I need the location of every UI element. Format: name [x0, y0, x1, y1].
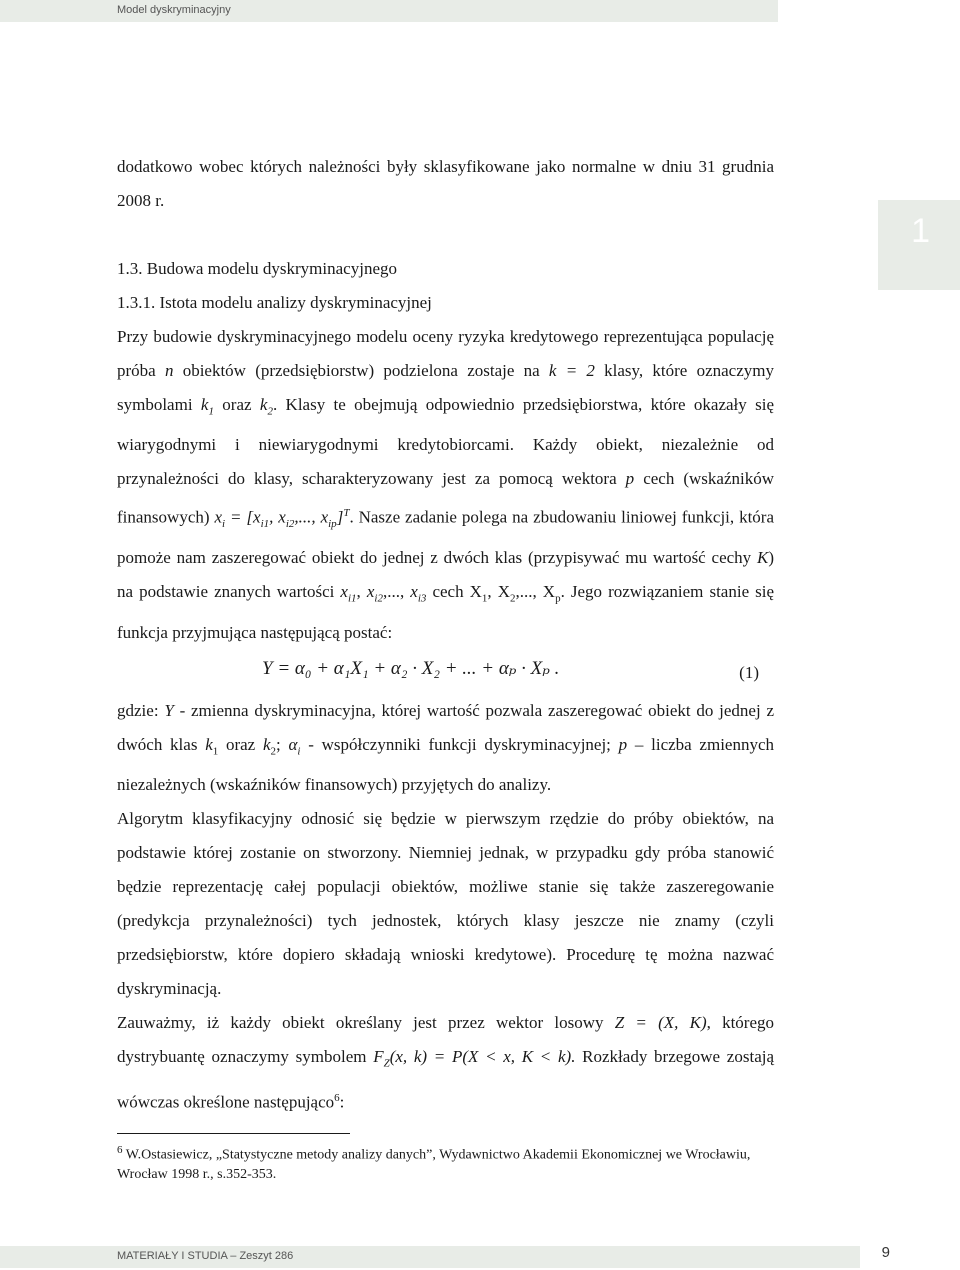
equation-number: (1) — [739, 662, 759, 682]
publication-title: MATERIAŁY I STUDIA – Zeszyt 286 — [117, 1250, 294, 1262]
equation-expression: Y = α₀ + α₁X₁ + α₂ · X₂ + ... + αₚ · Xₚ . — [262, 657, 560, 679]
paragraph-definitions: gdzie: Y - zmienna dyskryminacyjna, której wartość pozwala zaszeregować obiekt do jednej z dwóch klas $k_1$ oraz $k_2$; $\alpha_i$ - współczynniki funkcji dyskryminacyjnej; p – liczba zmiennych niezależnych (wskaźników finansowych) przyjętych do analizy. — [117, 700, 775, 795]
intro-paragraph: dodatkowo wobec których należności były sklasyfikowane jako normalne w dniu 31 grudnia 2008 r. — [117, 157, 774, 210]
paragraph-1: Przy budowie dyskryminacyjnego modelu oceny ryzyka kredytowego reprezentująca populację próba n obiektów (przedsiębiorstw) podzielona zostaje na k = 2 klasy, które oznaczymy symbolami $k_1$ oraz $k_2$. Klasy te obejmują odpowiednio przedsiębiorstwa, które okazały się wiarygodnymi i niewiarygodnymi kredytobiorcami. Każdy obiekt, niezależnie od przynależności do klasy, scharakteryzowany jest za pomocą wektora p cech (wskaźników finansowych) $x_i = [x_{i1}$, $x_{i2}$,..., $x_{ip}]^T$. Nasze zadanie polega na zbudowaniu liniowej funkcji, która pomoże nam zaszeregować obiekt do jednej z dwóch klas (przypisywać mu wartość cechy K) na podstawie znanych wartości $x_{i1}$, $x_{i2}$,..., $x_{i3}$ cech $X_1$, $X_2$,..., $X_p$. Jego rozwiązaniem stanie się funkcja przyjmująca następującą postać: — [117, 327, 775, 642]
paragraph-random-vector: Zauważmy, iż każdy obiekt określany jest przez wektor losowy Z = (X, K), którego dystrybuantę oznaczymy symbolem $F_Z(x$, k) = P(X < x, K < k). Rozkłady brzegowe zostają wówczas określone następująco$^6$: — [117, 1013, 775, 1112]
running-title: Model dyskryminacyjny — [117, 4, 231, 16]
chapter-number: 1 — [911, 212, 930, 250]
equation-1 — [117, 652, 774, 692]
footnote-marker: 6 — [117, 1144, 123, 1156]
section-heading: 1.3. Budowa modelu dyskryminacyjnego — [117, 259, 397, 278]
footnote-rule — [117, 1133, 350, 1134]
spacer — [117, 218, 774, 252]
footnote — [117, 1141, 777, 1184]
page-content — [117, 150, 774, 1119]
footnote-text: W.Ostasiewicz, „Statystyczne metody analizy danych”, Wydawnictwo Akademii Ekonomicznej we Wrocławiu, Wrocław 1998 r., s.352-353. — [117, 1147, 751, 1182]
page-number: 9 — [881, 1244, 890, 1261]
paragraph-algorithm: Algorytm klasyfikacyjny odnosić się będzie w pierwszym rzędzie do próby obiektów, na podstawie której zostanie on stworzony. Niemniej jednak, w przypadku gdy próba stanowić będzie reprezentację całej populacji obiektów, możliwe stanie się także zaszeregowanie (predykcja przynależności) tych jednostek, których klasy jeszcze nie znamy (czyli przedsiębiorstw, które dopiero składają wnioski kredytowe). Procedurę tę można nazwać dyskryminacją. — [117, 809, 774, 999]
subsection-heading: 1.3.1. Istota modelu analizy dyskryminacyjnej — [117, 293, 432, 312]
